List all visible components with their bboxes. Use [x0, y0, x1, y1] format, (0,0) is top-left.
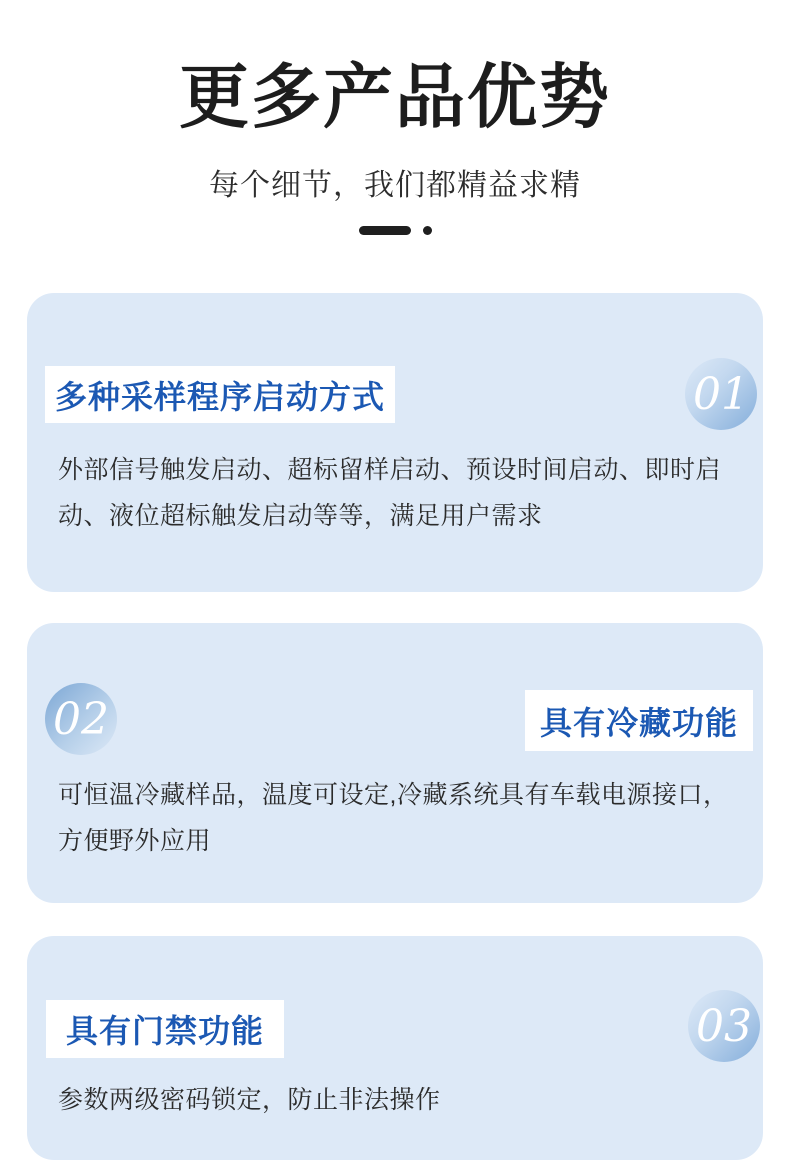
feature-description: 外部信号触发启动、超标留样启动、预设时间启动、即时启动、液位超标触发启动等等，满足用户需求: [58, 456, 722, 530]
feature-description: 可恒温冷藏样品，温度可设定,冷藏系统具有车载电源接口， 方便野外应用: [58, 781, 729, 855]
feature-title-text: 具有门禁功能: [65, 1013, 264, 1049]
title-divider: [0, 226, 790, 235]
feature-title-text: 具有冷藏功能: [539, 704, 738, 741]
page-subtitle: 每个细节，我们都精益求精: [209, 169, 581, 202]
feature-title-label: [525, 690, 753, 751]
feature-title-text: 多种采样程序启动方式: [54, 378, 385, 415]
number-badge-text: 03: [696, 1000, 752, 1052]
number-badge-03: [688, 990, 760, 1062]
number-badge-text: 01: [693, 368, 749, 420]
number-badge-text: 02: [53, 693, 109, 745]
feature-card-sampling-start-modes: [27, 293, 763, 592]
feature-card-access-control: [27, 936, 763, 1160]
number-badge-02: [45, 683, 117, 755]
number-badge-01: [685, 358, 757, 430]
feature-description: 参数两级密码锁定，防止非法操作: [58, 1086, 441, 1114]
feature-title-label: [45, 366, 395, 423]
page-title: 更多产品优势: [179, 58, 611, 136]
feature-card-refrigeration: [27, 623, 763, 903]
feature-title-label: [46, 1000, 284, 1058]
divider-dash-icon: [359, 226, 411, 235]
divider-dot-icon: [423, 226, 432, 235]
